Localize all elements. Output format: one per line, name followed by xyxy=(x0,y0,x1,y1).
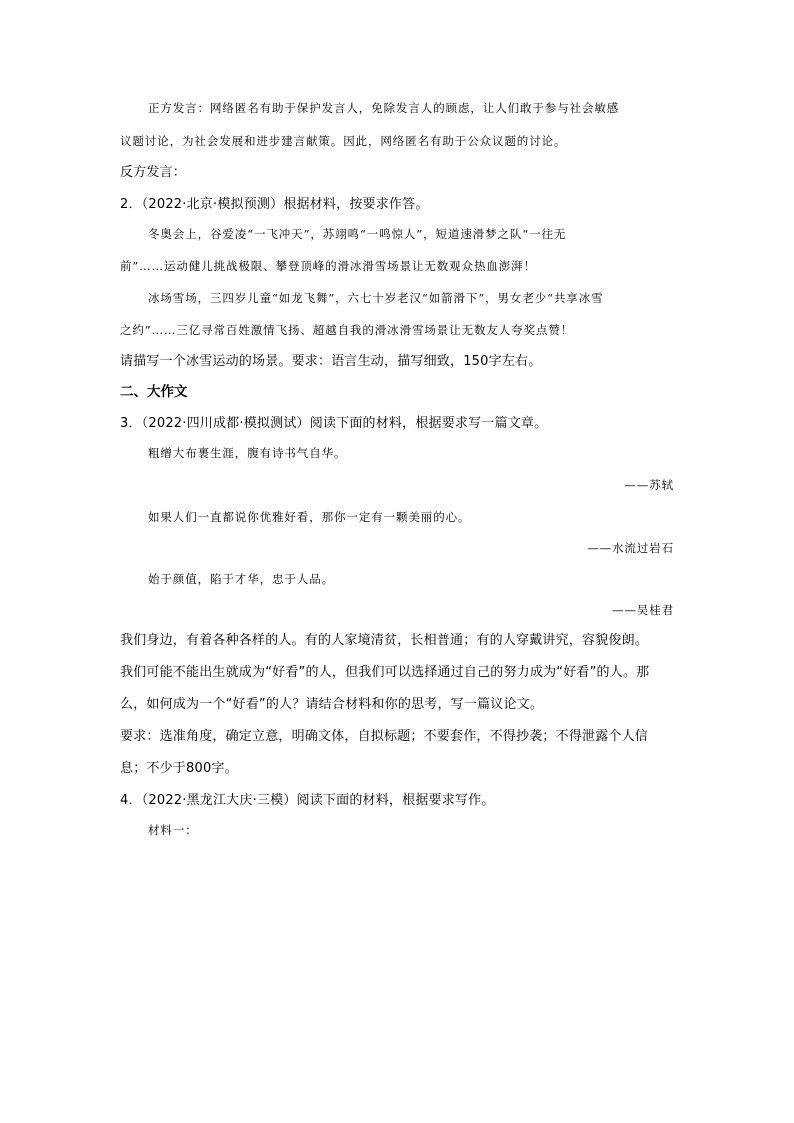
material-4-label: 材料一： xyxy=(148,823,198,837)
quote-1-author: ——苏轼 xyxy=(624,478,674,492)
question-3-body-line-2: 我们可能不能出生就成为“好看”的人，但我们可以选择通过自己的努力成为“好看”的人。那 xyxy=(120,665,650,680)
question-2-header: 2．（2022·北京·模拟预测）根据材料，按要求作答。 xyxy=(120,197,429,212)
con-speech-label: 反方发言： xyxy=(120,165,187,180)
question-3-requirements-line-2: 息；不少于800字。 xyxy=(120,761,238,776)
pro-speech-line-2: 议题讨论，为社会发展和进步建言献策。因此，网络匿名有助于公众议题的讨论。 xyxy=(120,134,567,148)
material-2-line-4: 之约”……三亿寻常百姓激情飞扬、超越自我的滑冰滑雪场景让无数友人夸奖点赞！ xyxy=(120,323,574,337)
question-3-body-line-1: 我们身边，有着各种各样的人。有的人家境清贫，长相普通；有的人穿戴讲究，容貌俊朗。 xyxy=(120,633,649,648)
question-3-header: 3．（2022·四川成都·模拟测试）阅读下面的材料，根据要求写一篇文章。 xyxy=(120,416,548,431)
pro-speech-line-1: 正方发言：网络匿名有助于保护发言人，免除发言人的顾虑，让人们敢于参与社会敏感 xyxy=(148,101,620,115)
section-heading-essay: 二、大作文 xyxy=(120,384,188,400)
question-4-header: 4．（2022·黑龙江大庆·三模）阅读下面的材料，根据要求写作。 xyxy=(120,793,495,808)
quote-2: 如果人们一直都说你优雅好看，那你一定有一颗美丽的心。 xyxy=(148,510,471,524)
question-2-prompt: 请描写一个冰雪运动的场景。要求：语言生动，描写细致，150字左右。 xyxy=(120,354,542,369)
material-2-line-3: 冰场雪场，三四岁儿童“如龙飞舞”，六七十岁老汉“如箭滑下”，男女老少“共享冰雪 xyxy=(148,291,604,305)
material-2-line-2: 前”……运动健儿挑战极限、攀登顶峰的滑冰滑雪场景让无数观众热血澎湃！ xyxy=(120,259,536,273)
question-3-requirements-line-1: 要求：选准角度，确定立意，明确文体，自拟标题；不要套作，不得抄袭；不得泄露个人信 xyxy=(120,729,649,744)
material-2-line-1: 冬奥会上，谷爱凌“一飞冲天”，苏翊鸣“一鸣惊人”，短道速滑梦之队“一往无 xyxy=(148,227,567,241)
question-3-body-line-3: 么，如何成为一个“好看”的人？请结合材料和你的思考，写一篇议论文。 xyxy=(120,697,544,712)
quote-3: 始于颜值，陷于才华，忠于人品。 xyxy=(148,572,334,586)
quote-1: 粗缯大布裹生涯，腹有诗书气自华。 xyxy=(148,446,347,460)
quote-2-author: ——水流过岩石 xyxy=(587,541,674,555)
quote-3-author: ——吴桂君 xyxy=(612,603,674,617)
